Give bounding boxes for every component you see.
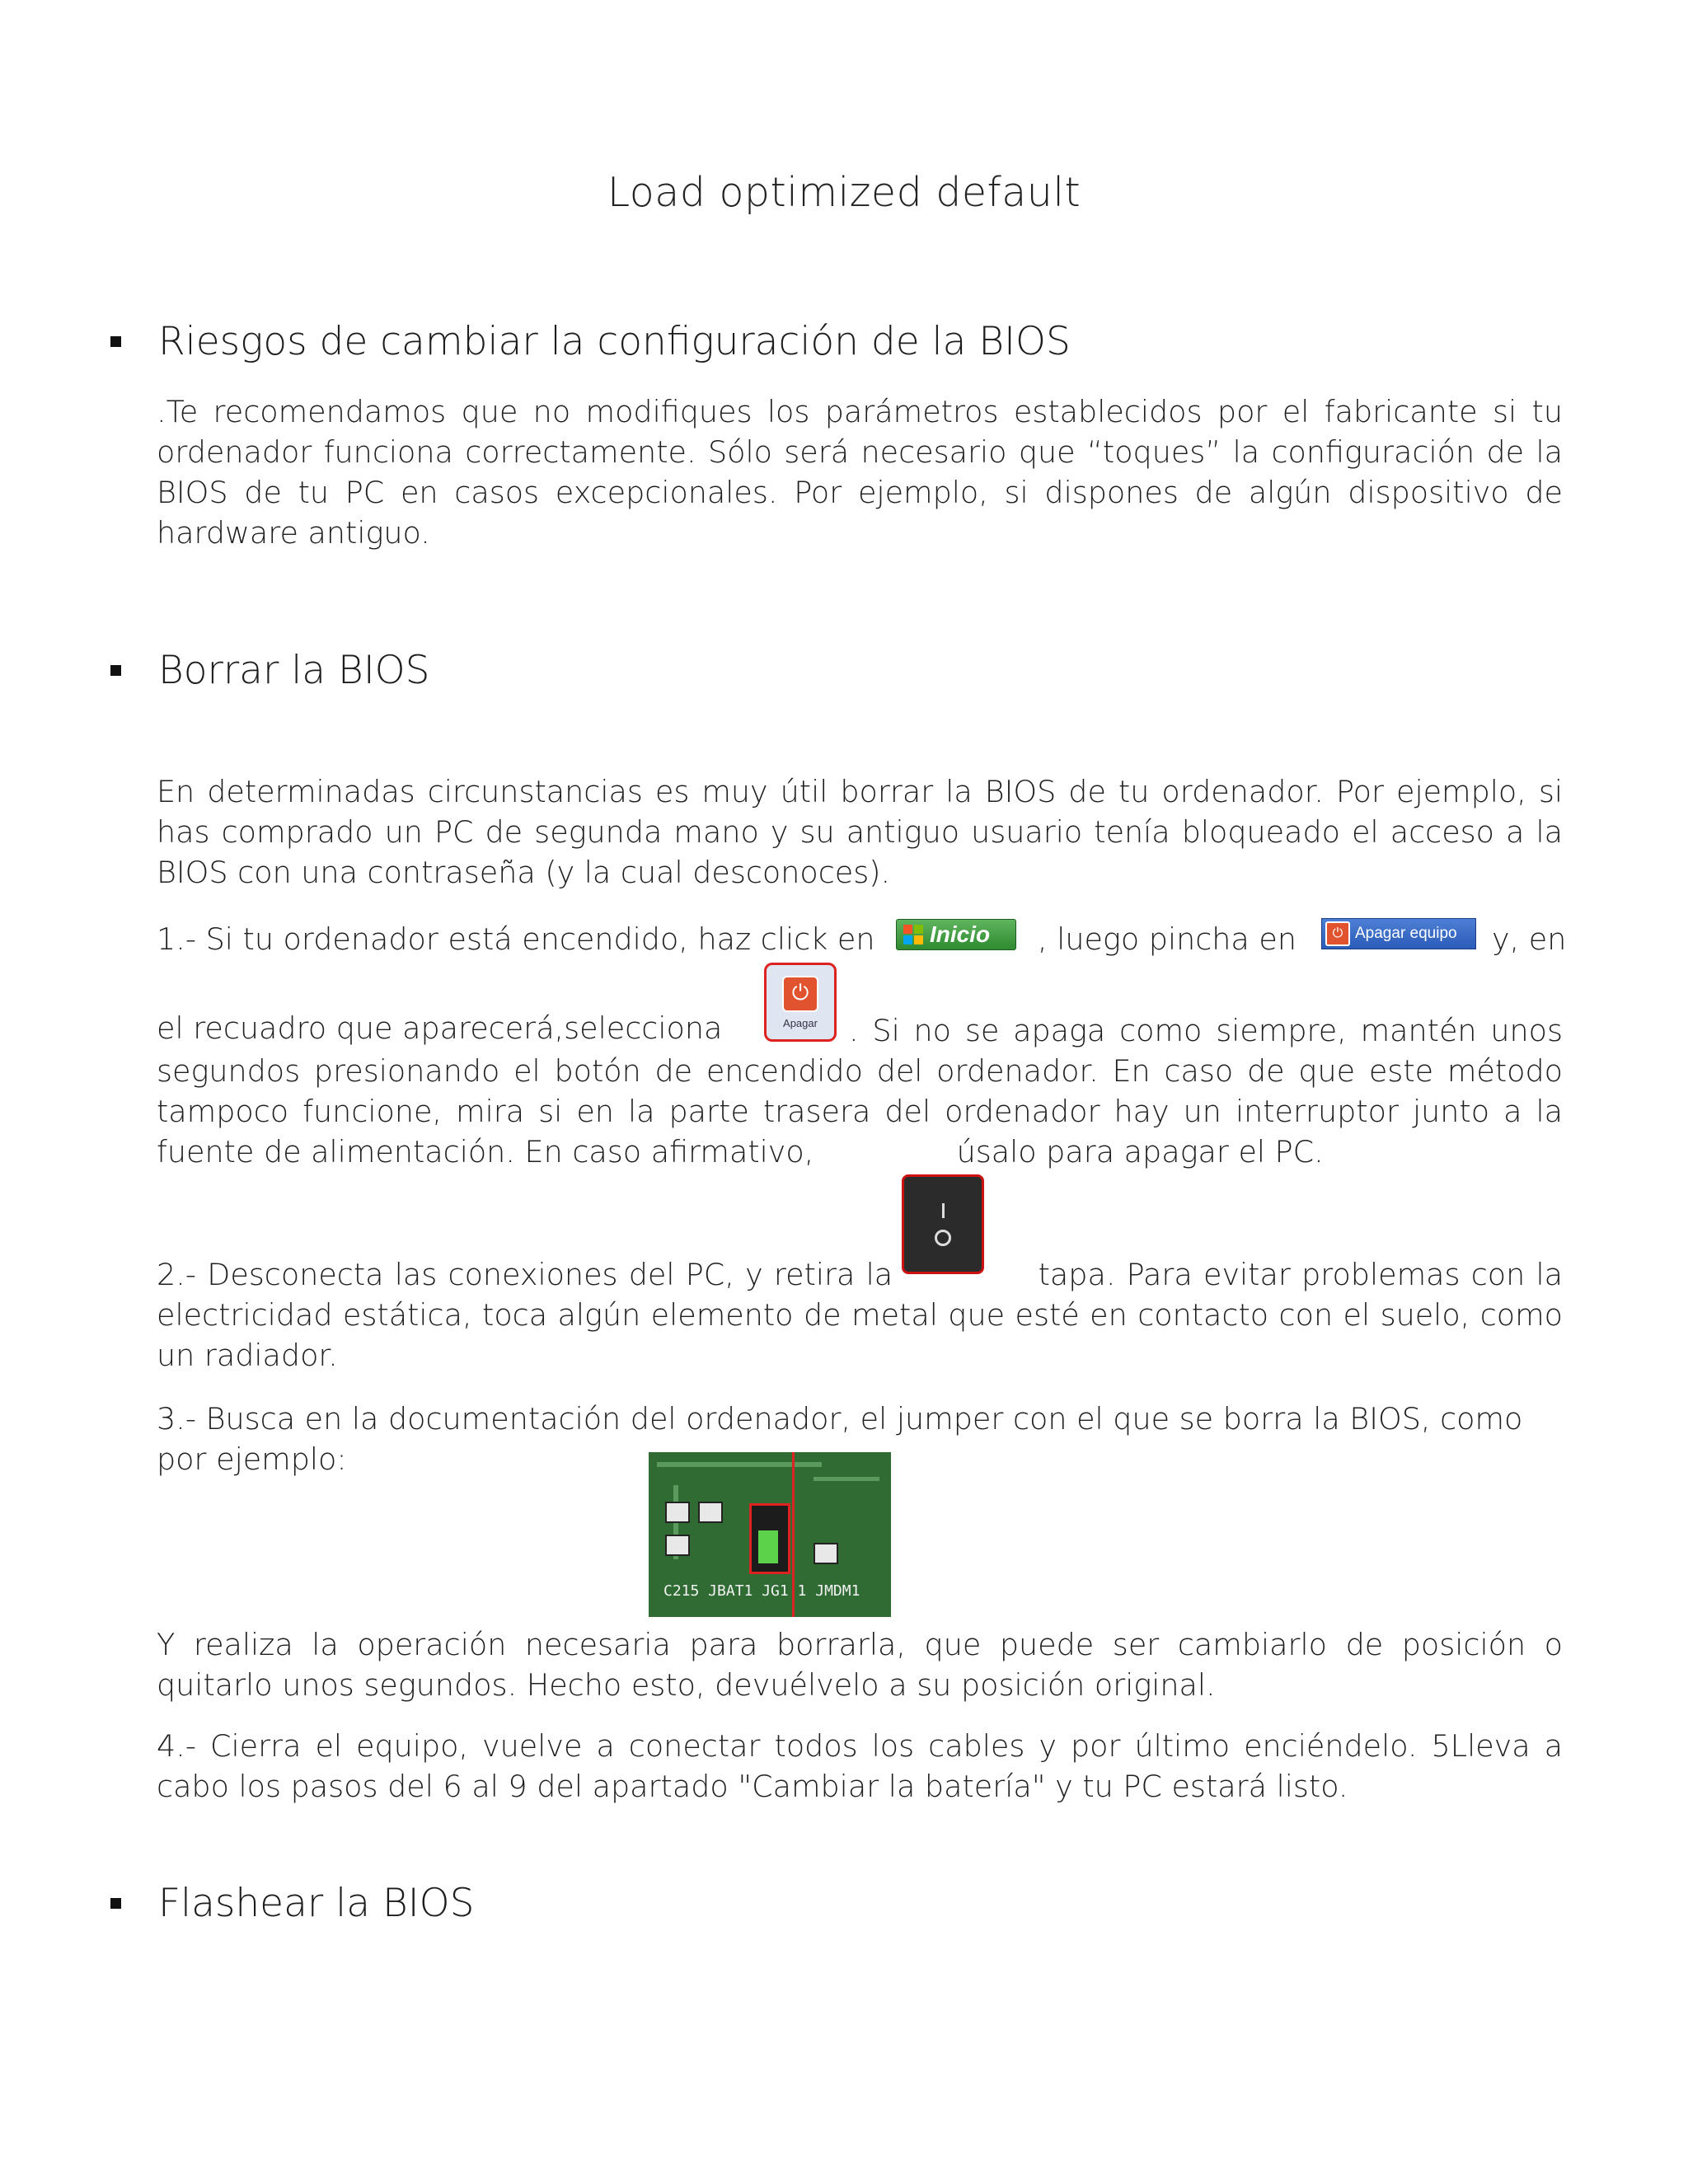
heading-text: Borrar la BIOS xyxy=(158,648,430,693)
page-title: Load optimized default xyxy=(607,169,1081,216)
after-image-paragraph: Y realiza la operación necesaria para borrarla, que puede ser cambiarlo de posición o quitarlo unos segundos. Hecho esto, devuélvelo a su posición original. xyxy=(157,1627,1563,1703)
apagar-equipo-label: Apagar equipo xyxy=(1355,925,1457,942)
power-icon: ⏻ xyxy=(782,976,818,1012)
power-icon: ⏻ xyxy=(1325,921,1350,946)
bullet-icon xyxy=(110,1898,121,1909)
bullet-icon xyxy=(110,665,121,676)
windows-flag-icon xyxy=(903,925,923,944)
step2-paragraph xyxy=(157,1254,1563,1376)
apagar-equipo-button-image xyxy=(1321,918,1476,949)
step2-text-a: 2.- Desconecta las conexiones del PC, y retira la xyxy=(157,1257,893,1292)
step1-text-e-content: . Si no se apaga como siempre, mantén unos segundos presionando el botón de encendido del ordenador. En caso de que este método tampoco funcione, mira si en la parte trasera del ordenador hay un interruptor junto a la fuente de alimentación. En caso afirmativo, xyxy=(157,1013,1563,1169)
jumper-highlight xyxy=(749,1503,790,1574)
inicio-button-image xyxy=(896,919,1016,950)
apagar-label: Apagar xyxy=(783,1016,818,1029)
heading-text: Flashear la BIOS xyxy=(158,1881,475,1926)
section-heading-borrar xyxy=(110,648,430,693)
step1-text-d: el recuadro que aparecerá,selecciona xyxy=(157,1010,723,1046)
switch-off-mark xyxy=(935,1230,951,1246)
step1-text-a: 1.- Si tu ordenador está encendido, haz click en xyxy=(157,921,875,957)
section-heading-flashear xyxy=(110,1881,474,1926)
switch-on-mark xyxy=(942,1203,945,1218)
heading-text: Riesgos de cambiar la configuración de la BIOS xyxy=(158,319,1071,364)
step2-text-b: tapa. Para evitar problemas con la electricidad estática, toca algún elemento de metal que esté en contacto con el suelo, como un radiador. xyxy=(157,1257,1563,1373)
motherboard-jumper-image xyxy=(649,1452,891,1617)
section-heading-riesgos xyxy=(110,319,1071,364)
bullet-icon xyxy=(110,336,121,347)
riesgos-paragraph: .Te recomendamos que no modifiques los parámetros establecidos por el fabricante si tu ordenador funciona correctamente. Sólo será necesario que “toques” la configuración de la BIOS de tu PC en casos excepcionales. Por ejemplo, si dispones de algún dispositivo de hardware antiguo. xyxy=(157,394,1563,551)
step3-paragraph: 3.- Busca en la documentación del ordenador, el jumper con el que se borra la BIOS, como por ejemplo: xyxy=(157,1401,1523,1477)
step1-text-c: y, en xyxy=(1492,921,1567,957)
step1-text-b: , luego pincha en xyxy=(1038,921,1296,957)
board-label: C215 JBAT1 JG1 1 JMDM1 xyxy=(663,1582,860,1600)
inicio-label: Inicio xyxy=(930,921,991,947)
step4-paragraph: 4.- Cierra el equipo, vuelve a conectar todos los cables y por último enciéndelo. 5Lleva a cabo los pasos del 6 al 9 del apartado "Cambiar la batería" y tu PC estará listo. xyxy=(157,1728,1563,1804)
borrar-intro: En determinadas circunstancias es muy útil borrar la BIOS de tu ordenador. Por ejemplo, si has comprado un PC de segunda mano y su antiguo usuario tenía bloqueado el acceso a la BIOS con una contraseña (y la cual desconoces). xyxy=(157,774,1563,890)
step1-text-e xyxy=(157,1010,1563,1172)
step1-text-f: úsalo para apagar el PC. xyxy=(956,1134,1324,1169)
